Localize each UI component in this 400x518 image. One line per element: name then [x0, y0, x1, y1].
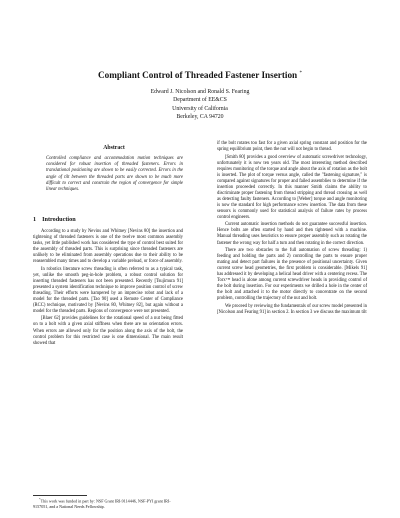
- authors: Edward J. Nicolson and Ronald S. Fearing: [150, 89, 250, 95]
- section-number: 1: [33, 216, 37, 223]
- paragraph: In robotics literature screw threading is often referred to as a typical task, yet, unlike the smooth peg-in-hole problem, a robust control solution for inserting threaded fasteners has not been presented. Recently [Tsujimura 91] presented a system identification technique to improve position control of screw threading. Their efforts were hampered by an imprecise robot and lack of a model for the threaded parts. [Tao 90] used a Remote Center of Compliance (RCC) technique, motivated by [Nevins 80, Whitney 82], but again without a model for the threaded parts. Regions of convergence were not presented.: [33, 266, 183, 314]
- abstract-text: Controlled compliance and accommodation motion techniques are considered for robust insertion of threaded fasteners. Errors in translational positioning are shown to be easily corrected. Errors in the angle of tilt between the threaded parts are shown to be much more difficult to correct and constrain the region of convergence for simple linear techniques.: [46, 156, 183, 193]
- section-heading: [33, 216, 183, 223]
- left-column: [33, 229, 183, 348]
- section-title: Introduction: [42, 216, 76, 223]
- paragraph: According to a study by Nevins and Whitney [Nevins 80] the insertion and tightening of threaded fasteners is one of the twelve most common assembly tasks, yet little published work has considered the type of control best suited for the assembly of threaded parts. This is surprising since threaded fasteners are unlikely to be eliminated from assembly operations due to their ability to be reassembled many times and to develop a variable preload, or force of assembly.: [33, 229, 183, 265]
- location: Berkeley, CA 94720: [176, 113, 224, 120]
- right-column: [217, 141, 367, 317]
- university: University of California: [172, 105, 228, 112]
- footnote-divider: [33, 495, 87, 496]
- footnote: [33, 497, 183, 509]
- paragraph: We proceed by reviewing the fundamentals of our screw model presented in [Nicolson and Fearing 91] in section 2. In section 3 we discuss the maximum tilt: [217, 303, 367, 315]
- title-footnote-mark: *: [299, 71, 302, 76]
- paragraph: Current automatic insertion methods do not guarantee successful insertion. Hence bolts are often started by hand and then tightened with a machine. Manual threading uses heuristics to ensure proper assembly such as rotating the fastener the wrong way for half a turn and then rotating in the correct direction.: [217, 222, 367, 246]
- footnote-text: This work was funded in part by: NSF Grant IRI-9114446, NSF-PYI grant IRI-9157051, and a National Needs Fellowship.: [33, 498, 171, 509]
- department: Department of EE&CS: [173, 97, 227, 104]
- footnote-mark: *: [39, 497, 41, 501]
- paragraph: [Smith 80] provides a good overview of automatic screwdriver technology, unfortunately it is now ten years old. The most interesting method described requires monitoring of the torque and angle about the axis of rotation as the bolt is inserted. The plot of torque versus angle, called the "fastening signature," is compared against signatures for proper and failed assemblies to determine if the insertion proceeded correctly. In this manner Smith claims the ability to discriminate proper fastening from thread stripping and thread crossing as well as detecting faulty fasteners. According to [Weber] torque and angle monitoring is now the standard for high performance screw insertion. The data from these sensors is commonly used for statistical analysis of failure rates by process control engineers.: [217, 154, 367, 220]
- abstract-heading: Abstract: [103, 145, 125, 151]
- paper-title: [40, 68, 360, 81]
- paper-title-text: Compliant Control of Threaded Fastener Insertion: [98, 70, 298, 81]
- author-block: [80, 88, 320, 121]
- paragraph: if the bolt rotates too fast for a given axial spring constant and position for the spring equilibrium point, then the nut will not begin to thread.: [217, 141, 367, 153]
- paragraph: There are two obstacles to the full automation of screw threading: 1) feeding and holding the parts and 2) controlling the parts to ensure proper mating and detect part failures in the presence of positional uncertainty. Given current screw head geometries, the first problem is considerable. [Mikels 91] has addressed it by developing a helical head driver with a centering recess. The Torx™ head is alone among current screwdriver heads in providing control of the bolt during insertion. For our experiments we drilled a hole in the center of the bolt and attached it to the motor directly to concentrate on the second problem, controlling the trajectory of the nut and bolt.: [217, 248, 367, 302]
- paragraph: [Blaer 62] provides guidelines for the rotational speed of a nut being fitted on to a bolt with a given axial stiffness when there are no orientation errors. When errors are allowed only for the position along the axis of the bolt, the control problem for this restricted case is one dimensional. The main result showed that: [33, 316, 183, 346]
